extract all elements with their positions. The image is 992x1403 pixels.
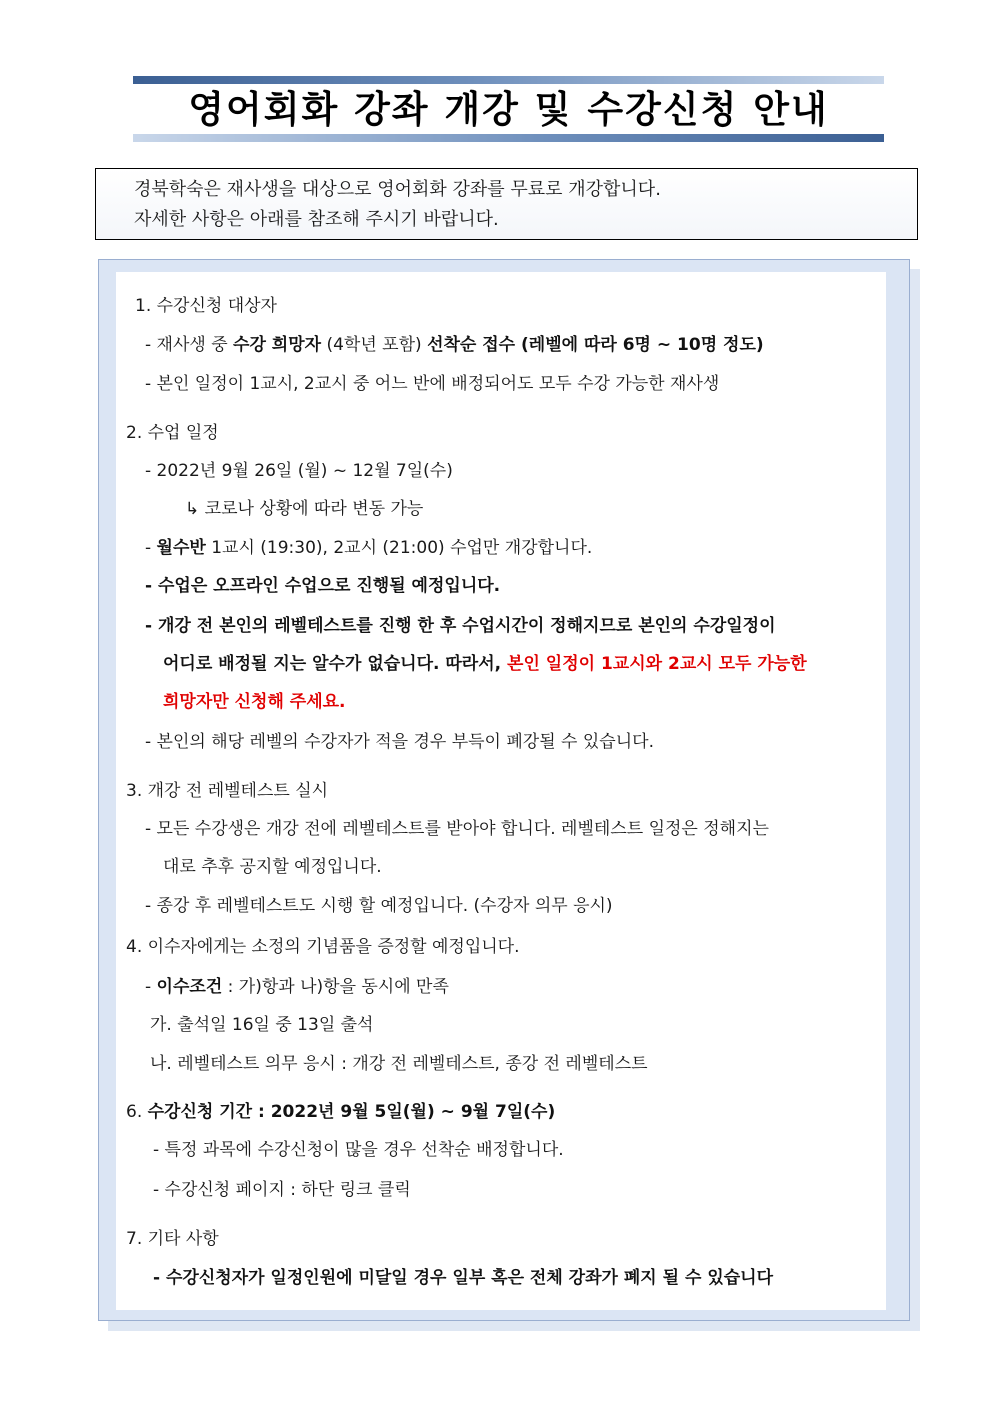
s2-item4-line2-bold: 어디로 배정될 지는 알수가 없습니다. 따라서, xyxy=(163,654,508,674)
section-4-condition-ga: 가. 출석일 16일 중 13일 출석 xyxy=(150,1015,374,1035)
page-title: 영어회화 강좌 개강 및 수강신청 안내 xyxy=(188,88,829,131)
section-6-item-1: - 특정 과목에 수강신청이 많을 경우 선착순 배정합니다. xyxy=(153,1140,564,1160)
title-banner xyxy=(133,76,884,142)
section-4-condition-na: 나. 레벨테스트 의무 응시 : 개강 전 레벨테스트, 종강 전 레벨테스트 xyxy=(150,1054,648,1074)
section-2-heading: 2. 수업 일정 xyxy=(126,423,219,443)
s4-item1-bold: 이수조건 xyxy=(156,977,223,997)
intro-line-1: 경북학숙은 재사생을 대상으로 영어회화 강좌를 무료로 개강합니다. xyxy=(134,179,661,200)
section-3-item-1-line-1: - 모든 수강생은 개강 전에 레벨테스트를 받아야 합니다. 레벨테스트 일정은 정해지는 xyxy=(145,819,769,839)
s6-heading-bold: 수강신청 기간 : 2022년 9월 5일(월) ~ 9월 7일(수) xyxy=(147,1102,556,1122)
s1-item1-bold-1: 수강 희망자 xyxy=(233,335,322,355)
s2-item2-bold: 월수반 xyxy=(156,538,206,558)
section-4-heading: 4. 이수자에게는 소정의 기념품을 증정할 예정입니다. xyxy=(126,937,520,957)
section-1-item-2: - 본인 일정이 1교시, 2교시 중 어느 반에 배정되어도 모두 수강 가능한 재사생 xyxy=(145,374,720,394)
section-2-item-4-line-2 xyxy=(163,653,807,675)
section-2-item-2 xyxy=(145,537,592,559)
section-1-item-1 xyxy=(145,334,764,356)
section-2-item-3: - 수업은 오프라인 수업으로 진행될 예정입니다. xyxy=(145,576,501,596)
title-bottom-rule xyxy=(133,134,884,142)
section-2-item-5: - 본인의 해당 레벨의 수강자가 적을 경우 부득이 폐강될 수 있습니다. xyxy=(145,732,654,752)
section-6-item-2: - 수강신청 페이지 : 하단 링크 클릭 xyxy=(153,1180,411,1200)
s2-item2-prefix: - xyxy=(145,538,157,558)
intro-box xyxy=(95,168,918,240)
s1-item1-prefix: - 재사생 중 xyxy=(145,335,234,355)
section-2-item-4-line-1: - 개강 전 본인의 레벨테스트를 진행 한 후 수업시간이 정해지므로 본인의 수강일정이 xyxy=(145,616,776,636)
section-4-item-1 xyxy=(145,976,449,998)
section-7-item-1: - 수강신청자가 일정인원에 미달일 경우 일부 혹은 전체 강좌가 폐지 될 수 있습니다 xyxy=(153,1268,774,1288)
section-6-heading xyxy=(126,1101,555,1123)
s4-item1-rest: : 가)항과 나)항을 동시에 만족 xyxy=(222,977,449,997)
section-3-item-1-line-2: 대로 추후 공지할 예정입니다. xyxy=(163,857,382,877)
intro-line-2: 자세한 사항은 아래를 참조해 주시기 바랍니다. xyxy=(134,209,499,230)
s1-item1-bold-2: 선착순 접수 (레벨에 따라 6명 ~ 10명 정도) xyxy=(427,335,764,355)
section-2-item-1: - 2022년 9월 26일 (월) ~ 12월 7일(수) xyxy=(145,461,453,481)
title-top-rule xyxy=(133,76,884,84)
section-2-item-4-line-3: 희망자만 신청해 주세요. xyxy=(163,692,346,712)
s1-item1-mid: (4학년 포함) xyxy=(321,335,428,355)
s2-item4-line2-red: 본인 일정이 1교시와 2교시 모두 가능한 xyxy=(507,654,807,674)
section-2-item-1-note: ↳ 코로나 상황에 따라 변동 가능 xyxy=(185,499,424,519)
section-3-item-2: - 종강 후 레벨테스트도 시행 할 예정입니다. (수강자 의무 응시) xyxy=(145,896,613,916)
section-1-heading: 1. 수강신청 대상자 xyxy=(135,296,277,316)
s2-item2-rest: 1교시 (19:30), 2교시 (21:00) 수업만 개강합니다. xyxy=(205,538,593,558)
section-7-heading: 7. 기타 사항 xyxy=(126,1229,219,1249)
s4-item1-prefix: - xyxy=(145,977,157,997)
s6-heading-number: 6. xyxy=(126,1102,148,1122)
section-3-heading: 3. 개강 전 레벨테스트 실시 xyxy=(126,781,329,801)
